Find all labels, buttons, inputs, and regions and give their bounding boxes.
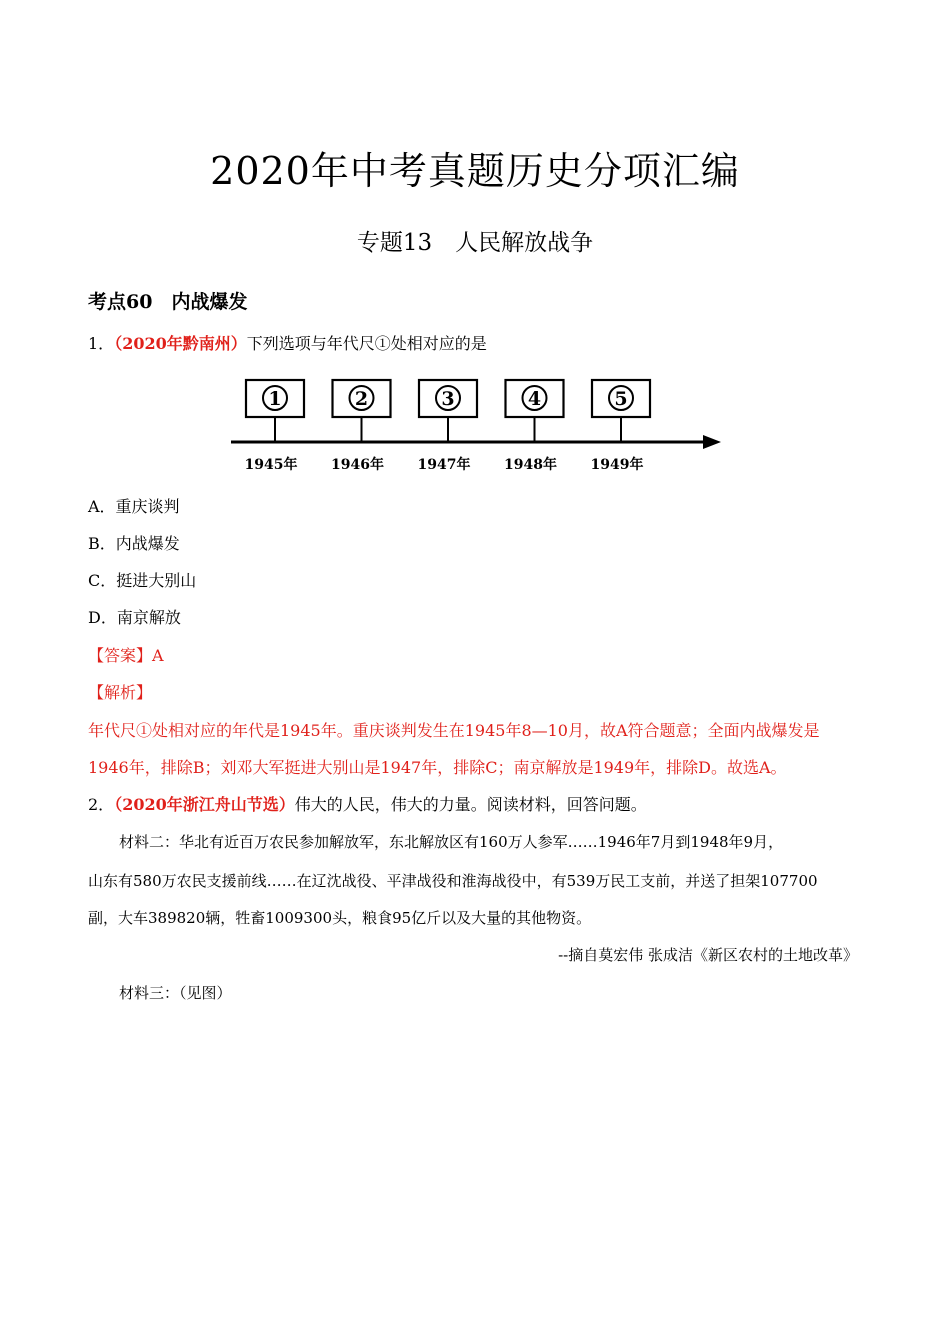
question-text: 伟大的人民，伟大的力量。阅读材料，回答问题。 (294, 795, 647, 814)
question-source: （2020年黔南州） (114, 334, 247, 353)
option-a: A．重庆谈判 (88, 497, 180, 516)
material-citation: --摘自莫宏伟 张成洁《新区农村的土地改革》 (558, 946, 858, 964)
marker-label: 2 (354, 388, 369, 410)
question-1-stem (88, 333, 487, 355)
timeline-figure (225, 375, 735, 480)
answer-value: A (152, 646, 164, 665)
analysis-line-2: 1946年，排除B；刘邓大军挺进大别山是1947年，排除C；南京解放是1949年，排除D。故选A。 (88, 758, 787, 777)
option-d: D．南京解放 (88, 608, 181, 627)
question-source: （2020年浙江舟山节选） (114, 795, 295, 814)
option-b: B．内战爆发 (88, 534, 180, 553)
marker-label: 3 (441, 388, 455, 410)
document-title: 2020年中考真题历史分项汇编 (210, 149, 740, 193)
answer-label: 【答案】 (88, 646, 153, 665)
analysis-label: 【解析】 (88, 683, 153, 702)
material-3-label: 材料三：（见图） (119, 984, 232, 1002)
marker-label: 1 (268, 388, 282, 410)
topic-subtitle: 专题13 人民解放战争 (356, 230, 594, 256)
option-c: C．挺进大别山 (88, 571, 197, 590)
question-text: 下列选项与年代尺①处相对应的是 (246, 334, 487, 353)
analysis-line-1: 年代尺①处相对应的年代是1945年。重庆谈判发生在1945年8—10月，故A符合题意；全面内战爆发是 (88, 721, 820, 740)
year-label: 1946年 (331, 457, 384, 473)
answer-line (88, 645, 164, 667)
year-label: 1948年 (504, 457, 557, 473)
material-2-line-1: 材料二：华北有近百万农民参加解放军，东北解放区有160万人参军……1946年7月到1948年9月， (119, 833, 784, 851)
year-label: 1949年 (590, 457, 644, 473)
question-number: 1． (88, 334, 115, 353)
marker-label: 4 (527, 388, 542, 410)
question-number: 2． (88, 795, 115, 814)
material-2-line-2: 山东有580万农民支援前线……在辽沈战役、平津战役和淮海战役中，有539万民工支前，并送了担架107700 (88, 872, 818, 890)
marker-label: 5 (614, 388, 628, 410)
question-2-stem (88, 794, 647, 816)
year-label: 1945年 (244, 457, 298, 473)
section-heading: 考点60 内战爆发 (88, 291, 248, 313)
material-2-line-3: 副，大车389820辆，牲畜1009300头，粮食95亿斤以及大量的其他物资。 (88, 909, 592, 927)
timeline-arrowhead (703, 435, 721, 449)
year-label: 1947年 (417, 457, 471, 473)
